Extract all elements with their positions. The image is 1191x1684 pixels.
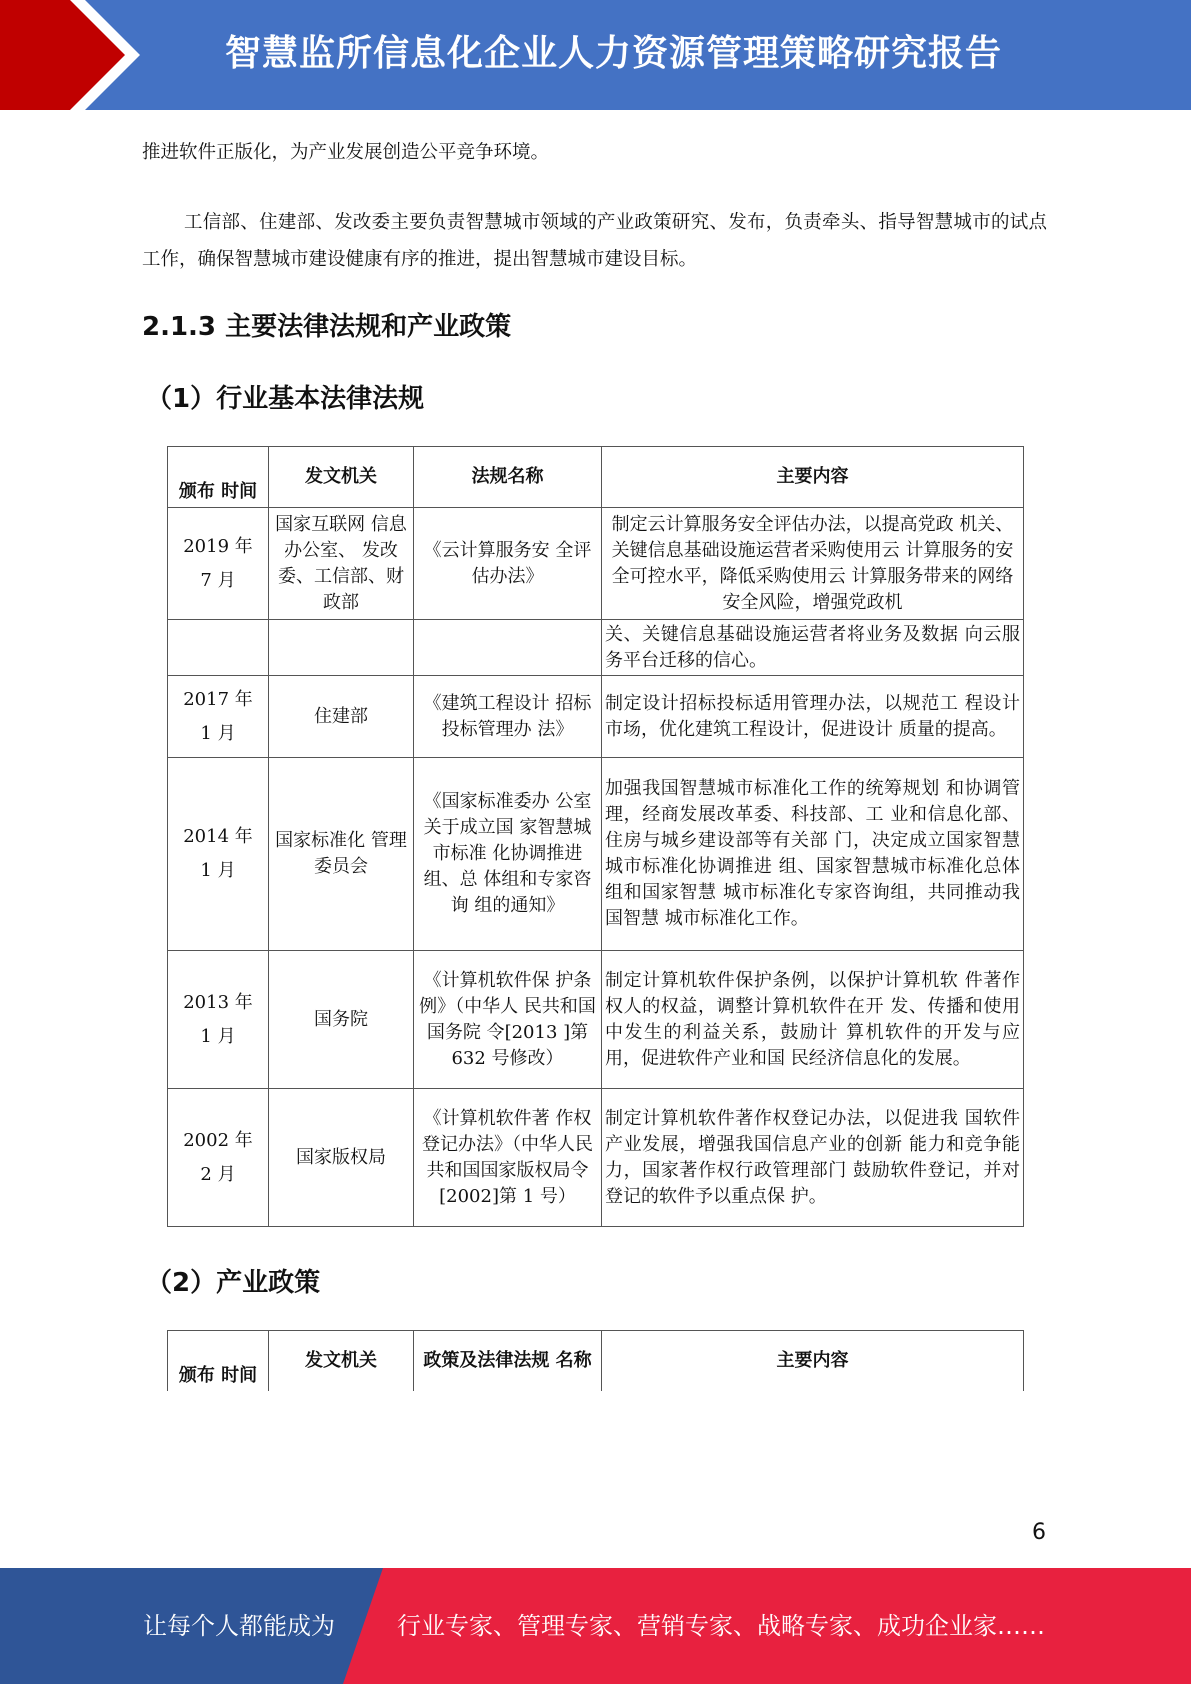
header-time: 颁布 时间 — [168, 1331, 269, 1392]
header-content: 主要内容 — [602, 447, 1024, 508]
cell-time: 2017 年 1 月 — [168, 676, 269, 758]
footer-slogan-right: 行业专家、管理专家、营销专家、战略专家、成功企业家…… — [397, 1612, 1045, 1640]
policies-table — [167, 1330, 1024, 1391]
cell-org — [269, 620, 414, 676]
page-header — [0, 0, 1191, 110]
header-name: 政策及法律法规 名称 — [414, 1331, 602, 1392]
subsection-heading-policies: （2）产业政策 — [146, 1268, 321, 1298]
page-number: 6 — [1032, 1520, 1046, 1545]
paragraph-continuation: 推进软件正版化，为产业发展创造公平竞争环境。 — [142, 142, 550, 163]
cell-name: 《计算机软件保 护条例》（中华人 民共和国国务院 令[2013 ]第 632 号修改） — [414, 951, 602, 1089]
table-row — [168, 676, 1024, 758]
cell-name: 《建筑工程设计 招标投标管理办 法》 — [414, 676, 602, 758]
table-row — [168, 1089, 1024, 1227]
page-footer — [0, 1568, 1191, 1684]
cell-org: 国家标准化 管理委员会 — [269, 758, 414, 951]
header-content: 主要内容 — [602, 1331, 1024, 1392]
cell-content: 制定计算机软件著作权登记办法，以促进我 国软件产业发展，增强我国信息产业的创新 能力和竞争能力，国家著作权行政管理部门 鼓励软件登记，并对登记的软件予以重点保 护。 — [602, 1089, 1024, 1227]
subsection-heading-laws: （1）行业基本法律法规 — [146, 384, 425, 414]
laws-table — [167, 446, 1024, 1227]
cell-time: 2013 年 1 月 — [168, 951, 269, 1089]
header-name: 法规名称 — [414, 447, 602, 508]
table-header-row — [168, 1331, 1024, 1392]
cell-content: 制定计算机软件保护条例，以保护计算机软 件著作权人的权益，调整计算机软件在开 发、传播和使用中发生的利益关系，鼓励计 算机软件的开发与应用，促进软件产业和国 民经济信息化的发展。 — [602, 951, 1024, 1089]
cell-content: 制定设计招标投标适用管理办法，以规范工 程设计市场，优化建筑工程设计，促进设计 质量的提高。 — [602, 676, 1024, 758]
cell-org: 国务院 — [269, 951, 414, 1089]
cell-org: 住建部 — [269, 676, 414, 758]
report-title: 智慧监所信息化企业人力资源管理策略研究报告 — [225, 33, 1003, 74]
cell-org: 国家版权局 — [269, 1089, 414, 1227]
header-org: 发文机关 — [269, 1331, 414, 1392]
cell-content: 加强我国智慧城市标准化工作的统筹规划 和协调管理，经商发展改革委、科技部、工 业和信息化部、住房与城乡建设部等有关部 门，决定成立国家智慧城市标准化协调推进 组、国家智慧城市标准化总体组和国家智慧 城市标准化专家咨询组，共同推动我国智慧 城市标准化工作。 — [602, 758, 1024, 951]
cell-time: 2019 年 7 月 — [168, 508, 269, 620]
header-time: 颁布 时间 — [168, 447, 269, 508]
cell-name: 《云计算服务安 全评估办法》 — [414, 508, 602, 620]
paragraph-ministries: 工信部、住建部、发改委主要负责智慧城市领域的产业政策研究、发布，负责牵头、指导智慧城市的试点工作，确保智慧城市建设健康有序的推进，提出智慧城市建设目标。 — [142, 212, 1047, 270]
table-row — [168, 508, 1024, 620]
footer-slogan-left: 让每个人都能成为 — [143, 1612, 335, 1640]
cell-content: 关、关键信息基础设施运营者将业务及数据 向云服务平台迁移的信心。 — [602, 620, 1024, 676]
table-row — [168, 951, 1024, 1089]
cell-name: 《国家标准委办 公室关于成立国 家智慧城市标准 化协调推进组、总 体组和专家咨询 组的通知》 — [414, 758, 602, 951]
table-row — [168, 620, 1024, 676]
header-org: 发文机关 — [269, 447, 414, 508]
cell-time — [168, 620, 269, 676]
table-row — [168, 758, 1024, 951]
cell-time: 2014 年 1 月 — [168, 758, 269, 951]
cell-time: 2002 年 2 月 — [168, 1089, 269, 1227]
header-arrow-decoration — [0, 0, 160, 110]
cell-name — [414, 620, 602, 676]
cell-content: 制定云计算服务安全评估办法，以提高党政 机关、关键信息基础设施运营者采购使用云 计算服务的安全可控水平，降低采购使用云 计算服务带来的网络安全风险，增强党政机 — [602, 508, 1024, 620]
table-header-row — [168, 447, 1024, 508]
cell-name: 《计算机软件著 作权登记办法》（中华人民共和国国家版权局令[2002]第 1 号） — [414, 1089, 602, 1227]
section-heading: 2.1.3 主要法律法规和产业政策 — [142, 312, 512, 342]
cell-org: 国家互联网 信息办公室、 发改委、工信部、财政部 — [269, 508, 414, 620]
